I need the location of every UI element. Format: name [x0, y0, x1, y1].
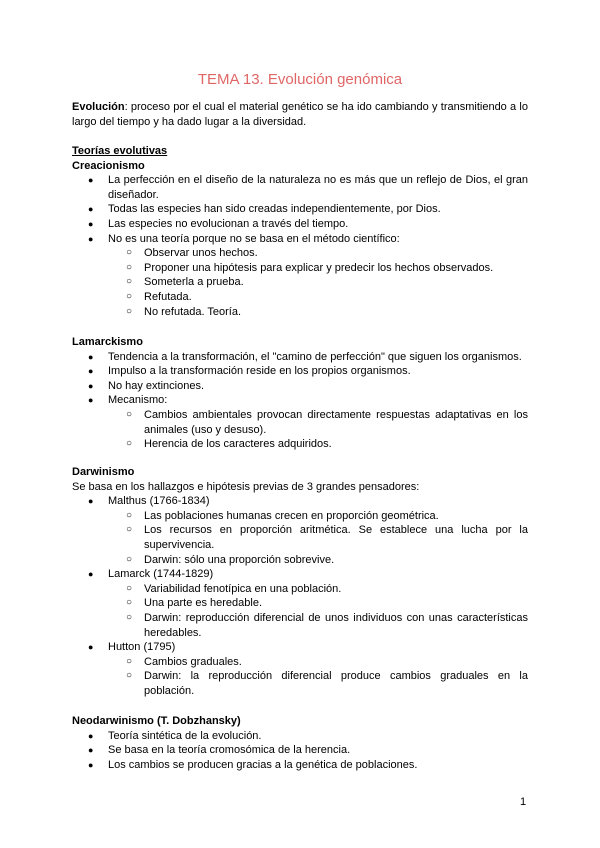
list-item: ● Impulso a la transformación reside en los propios organismos.: [88, 365, 411, 378]
lamarckismo-section: [72, 335, 528, 452]
sub-list-item: ○ Observar unos hechos.: [126, 247, 258, 260]
neodarwinismo-heading: Neodarwinismo (T. Dobzhansky): [72, 715, 241, 727]
bullet-icon: ●: [88, 380, 94, 391]
sub-list-item: ○ Los recursos en proporción aritmética. Se establece una lucha por la supervivencia.: [126, 524, 528, 551]
sub-list-item: ○ No refutada. Teoría.: [126, 305, 242, 318]
bullet-icon: ●: [88, 569, 94, 580]
darwinismo-list: [72, 494, 528, 698]
bullet-icon: ●: [88, 351, 94, 362]
circle-bullet-icon: ○: [126, 553, 133, 565]
intro-text: : proceso por el cual el material genético se ha ido cambiando y transmitiendo a lo largo del tiempo y ha dado lugar a la diversidad.: [72, 101, 528, 128]
lamarckismo-list: [72, 350, 528, 452]
bullet-icon: ●: [88, 218, 94, 229]
circle-bullet-icon: ○: [126, 611, 133, 623]
creacionismo-heading: Creacionismo: [72, 159, 145, 172]
bullet-icon: ●: [88, 175, 94, 186]
list-item: ● La perfección en el diseño de la naturaleza no es más que un reflejo de Dios, el gran diseñador.: [88, 174, 528, 201]
page-number: 1: [520, 796, 527, 808]
circle-bullet-icon: ○: [126, 655, 133, 667]
list-item: ● Tendencia a la transformación, el "camino de perfección" que siguen los organismos.: [88, 350, 522, 363]
circle-bullet-icon: ○: [126, 290, 133, 302]
circle-bullet-icon: ○: [126, 247, 133, 259]
list-item: ● Se basa en la teoría cromosómica de la herencia.: [88, 744, 351, 757]
bullet-icon: ●: [88, 204, 94, 215]
bullet-icon: ●: [88, 395, 94, 406]
sub-list-item: ○ Darwin: reproducción diferencial de unos individuos con unas características heredables.: [126, 611, 528, 639]
list-item: ● Malthus (1766-1834): [88, 495, 210, 508]
sub-list-item: ○ Las poblaciones humanas crecen en proporción geométrica.: [126, 509, 439, 522]
sub-list-item: ○ Proponer una hipótesis para explicar y predecir los hechos observados.: [126, 261, 494, 274]
circle-bullet-icon: ○: [126, 524, 133, 536]
creacionismo-list: [72, 173, 528, 319]
neodarwinismo-list: [72, 729, 528, 773]
list-item: ● Todas las especies han sido creadas independientemente, por Dios.: [88, 203, 441, 216]
sub-list-item: ○ Darwin: sólo una proporción sobrevive.: [126, 553, 335, 566]
darwinismo-section: [72, 465, 528, 699]
section-heading: Teorías evolutivas: [72, 145, 168, 157]
sub-list-item: ○ Refutada.: [126, 290, 192, 303]
list-item: ● No es una teoría porque no se basa en el método científico:: [88, 232, 400, 245]
bullet-icon: ●: [88, 730, 94, 741]
intro-paragraph: [72, 100, 528, 129]
list-item: ● No hay extinciones.: [88, 379, 204, 392]
circle-bullet-icon: ○: [126, 305, 133, 317]
darwinismo-heading: Darwinismo: [72, 466, 135, 478]
list-item: ● Teoría sintética de la evolución.: [88, 729, 262, 742]
intro-term: Evolución: [72, 101, 125, 113]
sub-list-item: ○ Darwin: la reproducción diferencial produce cambios graduales en la población.: [126, 670, 528, 697]
bullet-icon: ●: [88, 745, 94, 756]
circle-bullet-icon: ○: [126, 597, 133, 609]
list-item: ● Hutton (1795): [88, 641, 176, 654]
darwinismo-intro: Se basa en los hallazgos e hipótesis previas de 3 grandes pensadores:: [72, 480, 420, 493]
circle-bullet-icon: ○: [126, 261, 133, 273]
list-item: ● Lamarck (1744-1829): [88, 568, 214, 581]
circle-bullet-icon: ○: [126, 670, 133, 682]
lamarckismo-heading: Lamarckismo: [72, 336, 143, 348]
bullet-icon: ●: [88, 496, 94, 507]
sub-list-item: ○ Someterla a prueba.: [126, 276, 244, 289]
bullet-icon: ●: [88, 759, 94, 770]
document-title: TEMA 13. Evolución genómica: [197, 71, 403, 88]
sub-list-item: ○ Variabilidad fenotípica en una población.: [126, 582, 342, 595]
list-item: ● Las especies no evolucionan a través del tiempo.: [88, 217, 349, 230]
bullet-icon: ●: [88, 233, 94, 244]
circle-bullet-icon: ○: [126, 276, 133, 288]
creacionismo-section: [72, 144, 528, 319]
bullet-icon: ●: [88, 366, 94, 377]
circle-bullet-icon: ○: [126, 582, 133, 594]
sub-list-item: ○ Cambios graduales.: [126, 655, 242, 668]
list-item: ● Mecanismo:: [88, 394, 168, 407]
circle-bullet-icon: ○: [126, 509, 133, 521]
sub-list-item: ○ Cambios ambientales provocan directamente respuestas adaptativas en los animales (uso y desuso).: [126, 408, 528, 436]
bullet-icon: ●: [88, 642, 94, 653]
sub-list-item: ○ Una parte es heredable.: [126, 597, 263, 610]
neodarwinismo-section: [72, 714, 528, 772]
circle-bullet-icon: ○: [126, 438, 133, 450]
list-item: ● Los cambios se producen gracias a la genética de poblaciones.: [88, 758, 418, 771]
circle-bullet-icon: ○: [126, 408, 133, 420]
sub-list-item: ○ Herencia de los caracteres adquiridos.: [126, 438, 332, 451]
